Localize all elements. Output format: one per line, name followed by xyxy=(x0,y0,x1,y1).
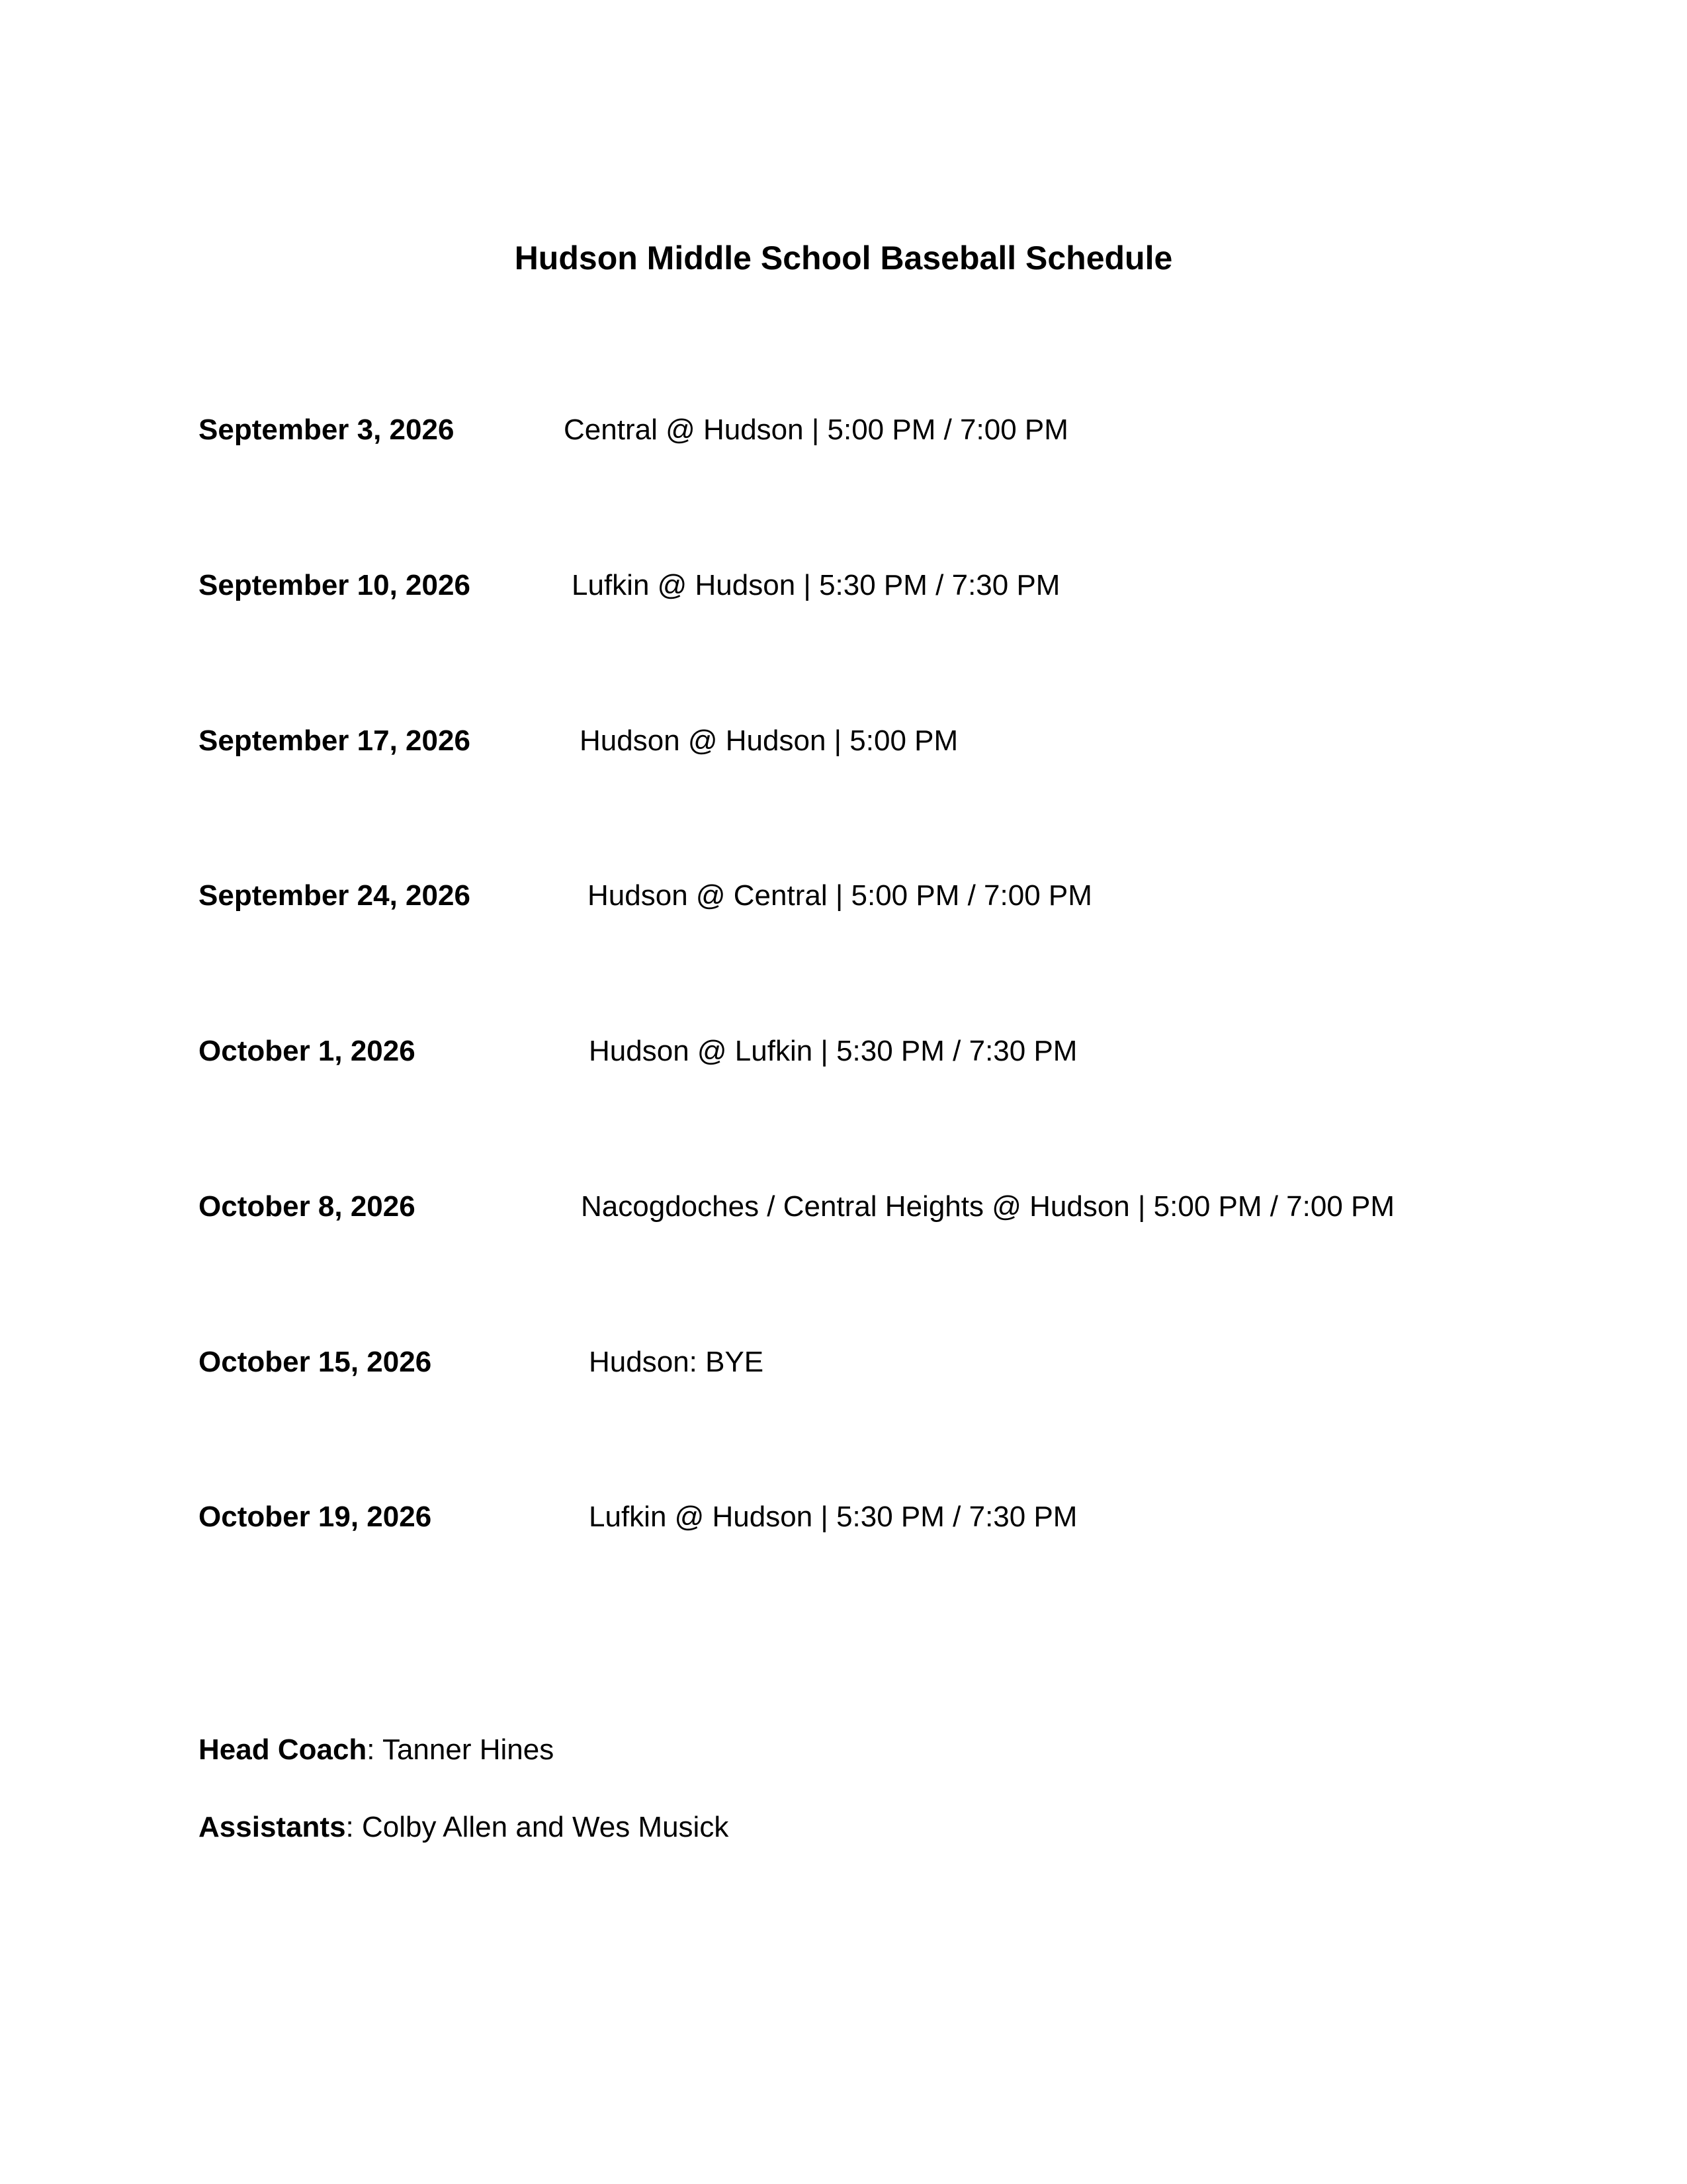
game-date: October 19, 2026 xyxy=(198,1501,432,1533)
schedule-row xyxy=(198,873,1522,919)
game-matchup: Lufkin @ Hudson | 5:30 PM / 7:30 PM xyxy=(589,1501,1078,1533)
head-coach-label: Head Coach xyxy=(198,1733,367,1766)
game-matchup: Hudson: BYE xyxy=(589,1346,764,1378)
schedule-row xyxy=(198,1184,1522,1230)
game-matchup: Hudson @ Hudson | 5:00 PM xyxy=(580,724,959,757)
schedule-row xyxy=(198,407,1522,453)
schedule-row xyxy=(198,562,1522,609)
assistants-label: Assistants xyxy=(198,1811,346,1843)
game-date: October 1, 2026 xyxy=(198,1035,415,1067)
game-date: September 17, 2026 xyxy=(198,724,470,757)
page-title: Hudson Middle School Baseball Schedule xyxy=(514,240,1173,277)
head-coach-name: : Tanner Hines xyxy=(367,1733,554,1766)
game-matchup: Nacogdoches / Central Heights @ Hudson | 5:00 PM / 7:00 PM xyxy=(581,1190,1395,1223)
game-date: September 24, 2026 xyxy=(198,879,470,912)
game-date: September 3, 2026 xyxy=(198,414,454,446)
game-date: October 15, 2026 xyxy=(198,1346,432,1378)
schedule-row xyxy=(198,718,1522,764)
game-matchup: Central @ Hudson | 5:00 PM / 7:00 PM xyxy=(564,414,1068,446)
game-matchup: Lufkin @ Hudson | 5:30 PM / 7:30 PM xyxy=(572,569,1060,601)
game-matchup: Hudson @ Lufkin | 5:30 PM / 7:30 PM xyxy=(589,1035,1078,1067)
schedule-row xyxy=(198,1494,1522,1540)
game-date: September 10, 2026 xyxy=(198,569,470,601)
schedule-row xyxy=(198,1028,1522,1074)
assistants-line xyxy=(198,1804,728,1851)
assistants-names: : Colby Allen and Wes Musick xyxy=(345,1811,729,1843)
game-date: October 8, 2026 xyxy=(198,1190,415,1223)
game-matchup: Hudson @ Central | 5:00 PM / 7:00 PM xyxy=(587,879,1092,912)
schedule-row xyxy=(198,1339,1522,1385)
head-coach-line xyxy=(198,1727,554,1773)
